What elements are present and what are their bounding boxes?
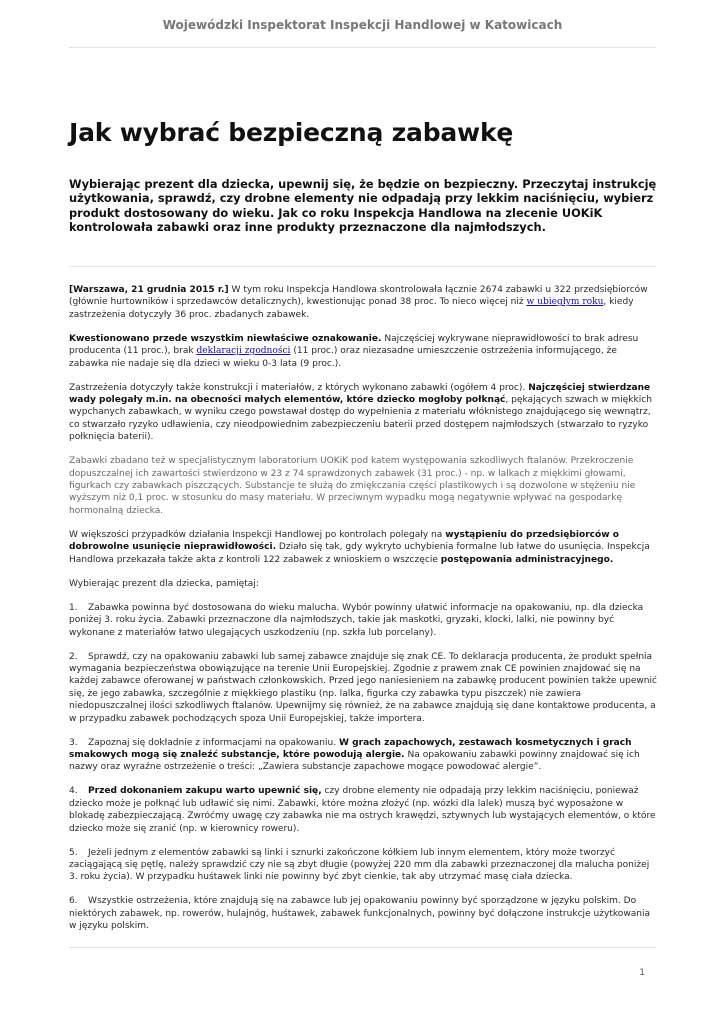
page-title: Jak wybrać bezpieczną zabawkę (69, 118, 514, 147)
paragraph-text: (11 proc.) oraz niezasadne umieszczenie ostrzeżenia informującego, że zabawka nie nadaje się dla dzieci w wieku 0-3 lata (9 proc.). (69, 346, 617, 369)
list-item (69, 602, 657, 639)
dateline: [Warszawa, 21 grudnia 2015 r.] (69, 285, 229, 295)
list-item (69, 651, 657, 725)
paragraph-text: , pękających szwach w miękkich wypchanych zabawkach, w wyniku czego powstawał dostęp do wypełnienia z materiału włóknistego znajdującego się wewnątrz, co stwarzało ryzyko udławienia, czy nieodpowiednim zabezpieczeniu baterii przed dostępem najmłodszych (stwarzało to ryzyko połknięcia baterii). (69, 395, 652, 443)
paragraph-text: Działo się tak, gdy wykryto uchybienia formalne lub łatwe do usunięcia. Inspekcja Handlowa przekazała także akta z kontroli 122 zabawek z wnioskiem o wszczęcie (69, 542, 650, 565)
bold-text: wystąpieniu do przedsiębiorców o dobrowolne usunięcie nieprawidłowości. (69, 529, 619, 553)
list-text: Na opakowaniu zabawki powinny znajdować się ich nazwy oraz wyraźne ostrzeżenie o treści: „Zawiera substancje zapachowe mogące powodować alergie”. (69, 749, 640, 773)
paragraph-text: W tym roku Inspekcja Handlowa skontrolowała łącznie 2674 zabawki u 322 przedsiębiorców (głównie hurtowników i sprzedawców detalicznych), kwestionując ponad 38 proc. To nieco więcej niż (69, 285, 648, 308)
list-number: 5. (69, 847, 78, 858)
bold-text: W grach zapachowych, zestawach kosmetycznych i grach smakowych mogą się znaleźć substancje, które powodują alergie. (69, 737, 632, 760)
list-number: 2. (69, 651, 78, 662)
paragraph-phthalates: Zabawki zbadano też w specjalistycznym laboratorium UOKiK pod katem występowania szkodliwych ftalanów. Przekroczenie dopuszczalnej ich zawartości stwierdzono w 23 z 74 sprawdzonych zabawek (31 proc.) - np. w lalkach z miękkimi głowami, figurkach czy zabawkach piszczących. Substancje te służą do zmiękczania części plastikowych i są dozwolone w stężeniu nie wyższym niż 0,1 proc. w stosunku do masy materiału. W przeciwnym wypadku mogą negatywnie wpływać na gospodarkę hormonalną dziecka. (69, 456, 636, 516)
paragraph-text: Najczęściej wykrywane nieprawidłowości to brak adresu producenta (11 proc.), brak (69, 333, 639, 357)
paragraph-reminder-intro: Wybierając prezent dla dziecka, pamiętaj: (69, 578, 259, 589)
header-divider (69, 47, 656, 48)
bold-text: Kwestionowano przede wszystkim niewłaściwe oznakowanie. (69, 333, 382, 344)
page-number: 1 (639, 968, 645, 978)
list-text: czy drobne elementy nie odpadają przy lekkim naciśnięciu, ponieważ dziecko może je połknąć lub udławić się nimi. Zabawki, które można złożyć (np. wózki dla lalek) muszą być wyposażone w blokadę zabezpieczającą. Zwróćmy uwagę czy zabawka nie ma ostrych krawędzi, sztywnych lub wystających elementów, o które dziecko może się zranić (np. w kierownicy roweru). (69, 786, 656, 834)
list-number: 3. (69, 737, 78, 748)
list-number: 1. (69, 602, 78, 613)
list-number: 4. (69, 786, 78, 797)
list-text: Sprawdź, czy na opakowaniu zabawki lub samej zabawce znajduje się znak CE. To deklaracja producenta, że produkt spełnia wymagania bezpieczeństwa obowiązujące na terenie Unii Europejskiej. Zgodnie z prawem znak CE powinien znajdować się na każdej zabawce oferowanej w państwach członkowskich. Przed jego naniesieniem na zabawkę producent powinien także upewnić się, że jego zabawka, szczególnie z miękkiego plastiku (np. lalka, figurka czy zabawka typu piszczek) nie zawiera niedopuszczalnej ilości szkodliwych ftalanów. Upewnijmy się również, że na zabawce znajdują się dane kontaktowe producenta, a w przypadku zabawek pochodzących spoza Unii Europejskiej, także importera. (69, 651, 658, 724)
bold-text: Najczęściej stwierdzane wady polegały m.in. na obecności małych elementów, które dziecko mogłoby połknąć (69, 382, 651, 406)
list-number: 6. (69, 896, 78, 907)
paragraph-construction (69, 382, 657, 444)
list-item (69, 895, 657, 932)
last-year-link[interactable]: w ubiegłym roku (526, 297, 604, 308)
footer-divider (69, 947, 656, 948)
lead-divider (69, 266, 656, 267)
paragraph-text: Zastrzeżenia dotyczyły także konstrukcji i materiałów, z których wykonano zabawki (ogółem 4 proc). (69, 382, 529, 393)
list-text: Zapoznaj się dokładnie z informacjami na opakowaniu. (88, 737, 340, 748)
list-text: Jeżeli jednym z elementów zabawki są linki i sznurki zakończone kółkiem lub innym elementem, który może tworzyć zaciągającą się pętlę, należy sprawdzić czy nie są zbyt długie (powyżej 220 mm dla zabawki przeznaczonej dla malucha poniżej 3. roku życia). W przypadku huśtawek linki nie powinny być zbyt cienkie, tak aby utrzymać masę ciała dziecka. (69, 847, 650, 883)
paragraph-summary (69, 284, 657, 321)
paragraph-actions (69, 529, 657, 566)
bold-text: postępowania administracyjnego. (440, 554, 614, 565)
paragraph-text: , kiedy zastrzeżenia dotyczyły 36 proc. zbadanych zabawek. (69, 297, 634, 320)
declaration-of-conformity-link[interactable]: deklaracji zgodności (196, 346, 291, 357)
bold-text: Przed dokonaniem zakupu warto upewnić się, (88, 786, 322, 797)
paragraph-labeling (69, 333, 657, 370)
paragraph-text: W większości przypadków działania Inspekcji Handlowej po kontrolach polegały na (69, 529, 446, 540)
article-body (69, 284, 657, 944)
list-item (69, 847, 657, 884)
list-text: Zabawka powinna być dostosowana do wieku malucha. Wybór powinny ułatwić informacje na opakowaniu, np. dla dziecka poniżej 3. roku życia. Zabawki przeznaczone dla najmłodszych, takie jak maskotki, gryzaki, klocki, lalki, nie powinny być wykonane z materiałów łatwo ulegających uszkodzeniu (np. szkła lub porcelany). (69, 602, 644, 638)
site-header: Wojewódzki Inspektorat Inspekcji Handlowej w Katowicach (162, 18, 563, 32)
list-item (69, 785, 657, 835)
list-item (69, 737, 657, 774)
lead-paragraph: Wybierając prezent dla dziecka, upewnij się, że będzie on bezpieczny. Przeczytaj instrukcję użytkowania, sprawdź, czy drobne elementy nie odpadają przy lekkim naciśnięciu, wybierz produkt dostosowany do wieku. Jak co roku Inspekcja Handlowa na zlecenie UOKiK kontrolowała zabawki oraz inne produkty przeznaczone dla najmłodszych. (69, 177, 657, 235)
list-text: Wszystkie ostrzeżenia, które znajdują się na zabawce lub jej opakowaniu powinny być sporządzone w języku polskim. Do niektórych zabawek, np. rowerów, hulajnóg, huśtawek, zabawek funkcjonalnych, powinny być dołączone instrukcje użytkowania w języku polskim. (69, 896, 651, 932)
